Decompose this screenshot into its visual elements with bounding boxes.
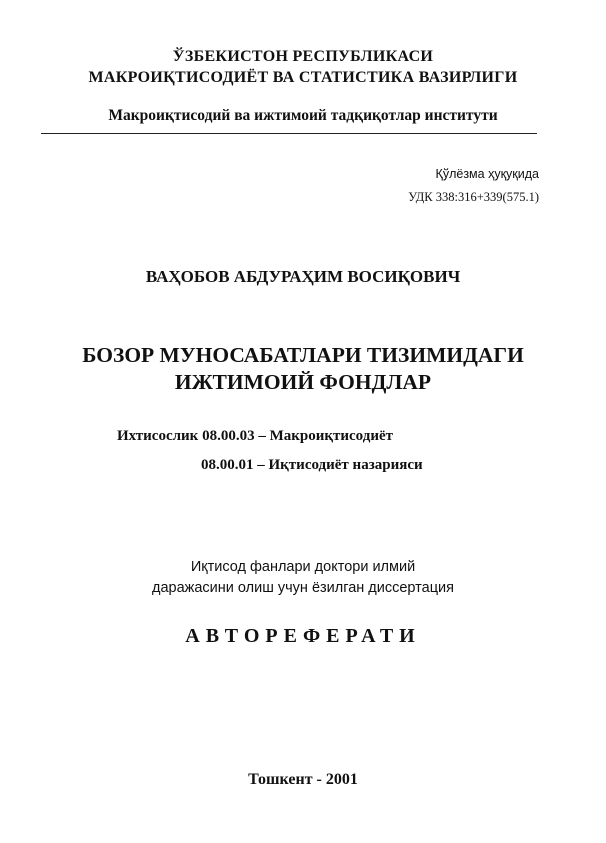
place-and-year: Тошкент - 2001 [248,771,358,788]
degree-line-1: Иқтисод фанлари доктори илмий [190,559,416,575]
author-name: ВАҲОБОВ АБДУРАҲИМ ВОСИҚОВИЧ [145,267,461,286]
institute-heading: Макроиқтисодий ва ижтимоий тадқиқотлар институти [108,107,498,124]
specialty-dash-2: – [257,457,265,473]
specialty-line-1 [117,428,393,445]
ministry-heading: МАКРОИҚТИСОДИЁТ ВА СТАТИСТИКА ВАЗИРЛИГИ [88,69,518,86]
dissertation-title-line-1: БОЗОР МУНОСАБАТЛАРИ ТИЗИМИДАГИ [82,343,524,367]
specialty-code-1: 08.00.03 [202,428,255,444]
republic-heading: ЎЗБЕКИСТОН РЕСПУБЛИКАСИ [172,48,434,65]
document-type: АВТОРЕФЕРАТИ [185,625,421,647]
specialty-label: Ихтисослик [117,428,199,444]
degree-line-2: даражасини олиш учун ёзилган диссертация [152,580,454,596]
specialty-name-1: Макроиқтисодиёт [269,428,393,444]
specialty-dash-1: – [258,428,266,444]
udc-code: УДК 338:316+339(575.1) [408,190,539,204]
dissertation-title-line-2: ИЖТИМОИЙ ФОНДЛАР [174,370,432,394]
specialty-line-2 [201,457,423,474]
specialty-code-2: 08.00.01 [201,457,254,473]
header-divider [41,133,537,134]
specialty-name-2: Иқтисодиёт назарияси [268,457,423,473]
manuscript-right-note: Қўлёзма ҳуқуқида [435,167,539,181]
